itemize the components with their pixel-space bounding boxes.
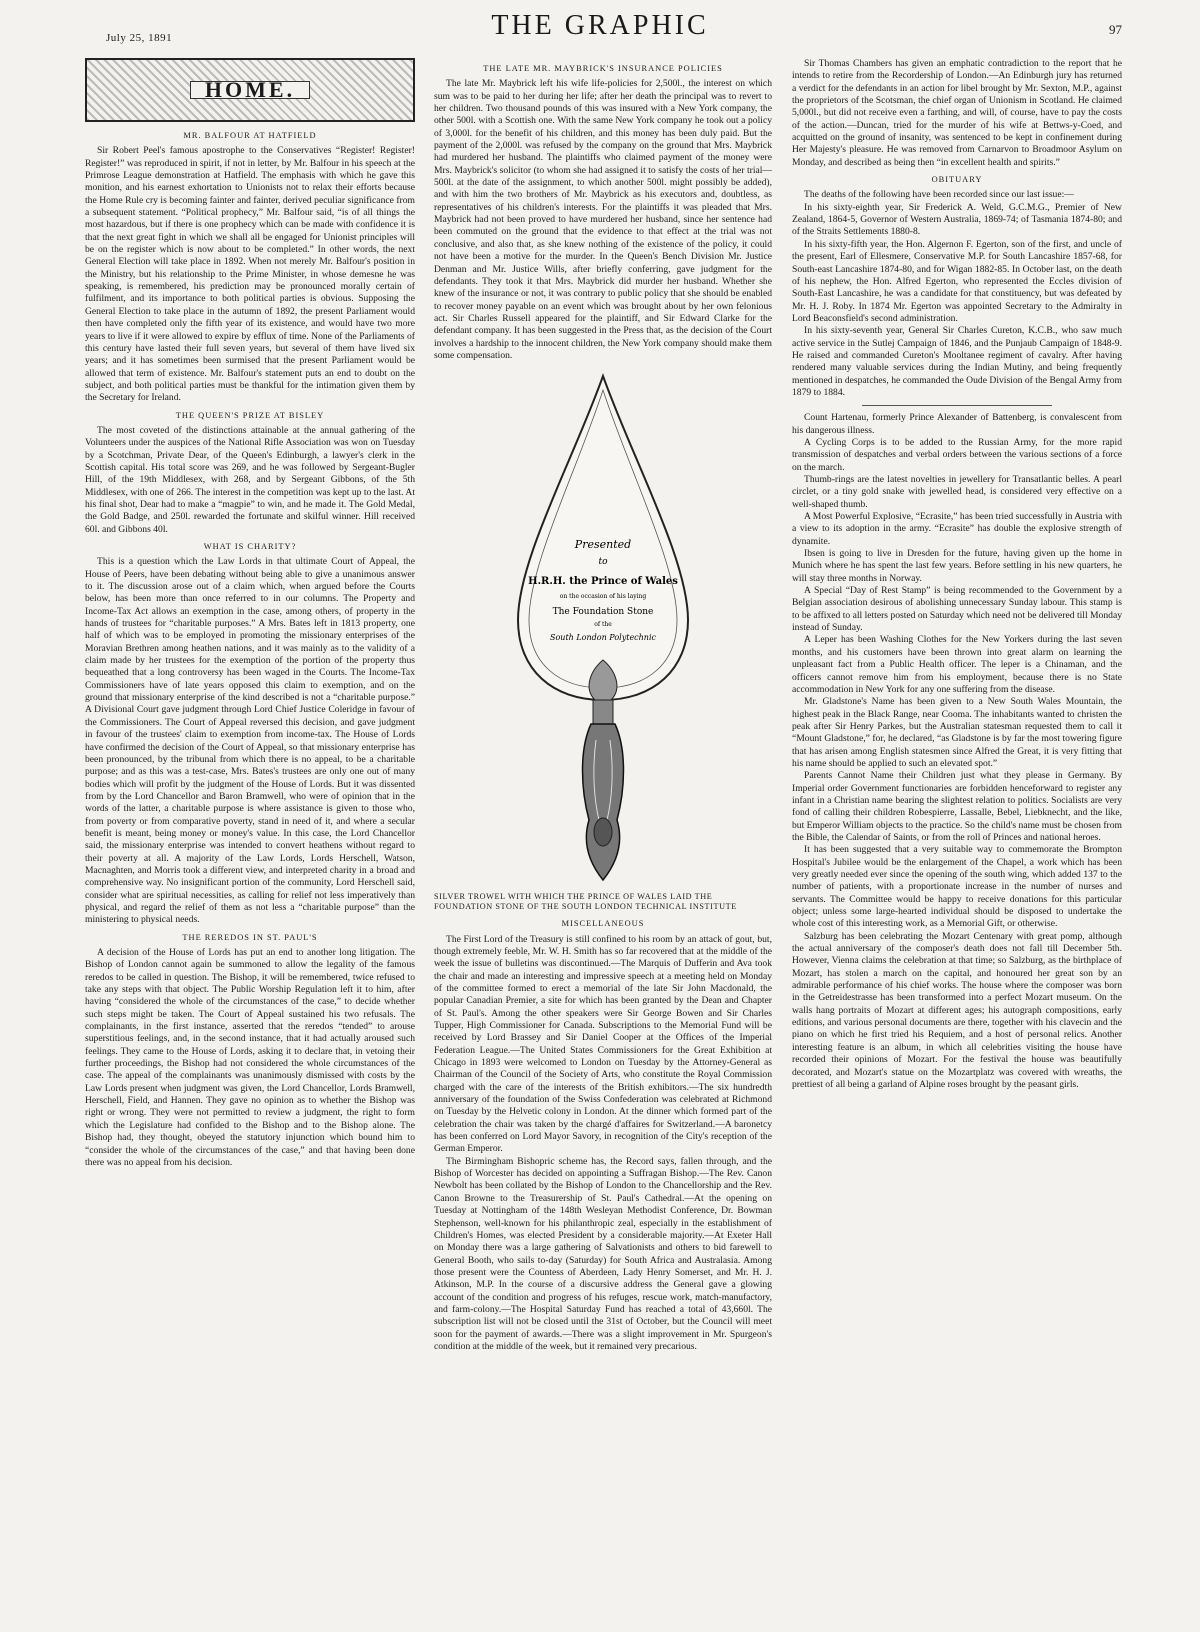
article-paragraph: Sir Robert Peel's famous apostrophe to the Conservatives “Register! Register! Register!” was reproduced in spirit, if not in letter, by Mr. Balfour in his speech at the Primrose League demonstration at Hatfield. The emphasis with which he gave this monition, and his earnest exhortation to Unionists not to relax their efforts because the Home Rule cry is becoming fainter and fainter, derived peculiar significance from a subsequent statement. “Political prophecy,” Mr. Balfour said, “is of all things the most hazardous, but if there is one prophecy which can be made with confidence it is that the next great fight in which we shall all be engaged for Unionist principles will be on the register which is now about to be completed.” In other words, the next General Election will take place in 1892. When not merely Mr. Balfour's position in the Ministry, but his relationship to the Prime Minister, in whose demesne he was speaking, is remembered, his prediction may be pronounced morally certain of fulfilment, and its importance to both political parties is obvious. Supposing the General Election to take place in the autumn of 1892, the present Parliament would then have completed only the fifth year of its existence, and would have two more years to live if it were allowed to expire by efflux of time. None of the Parliaments of this century have lasted their full seven years, but several of them have lived six years; and it has sometimes been surmised that the present Parliament would be allowed that term of existence. Mr. Balfour's statement puts an end to doubt on the subject, and both political parties must be thankful for the intimation given them by the Secretary for Ireland.	[85, 145, 415, 404]
engraving-line: of the	[594, 621, 612, 629]
section-heading-misc: MISCELLANEOUS	[561, 919, 645, 929]
engraving-line: Presented	[574, 538, 632, 552]
engraving-line: to	[598, 557, 608, 568]
trowel-illustration	[434, 370, 772, 890]
news-note: Salzburg has been celebrating the Mozart Centenary with great pomp, although the actual anniversary of the composer's death does not fall till December 5th. However, Vienna claims the celebration at that time; so Salzburg, as the birthplace of Mozart, has stolen a march on the capital, and honoured her great son by an admirable performance of his chief works. The house where the composer was born in the Getreidestrasse has been transformed into a perfect Mozart museum. On the walls hang portraits of Mozart at different ages; his autograph compositions, early editions, and various personal documents are there, together with his clavecin and the piano on which he first tried his Requiem, and a host of personal relics. Another interesting feature is an album, in which all celebrities visiting the house have recorded their opinions of Mozart. For the festival the house was beautifully decorated, and Mozart's statue on the Mozartplatz was covered with wreaths, the prettiest of all being a garland of Alpine roses brought by the peasant girls.	[792, 930, 1122, 1090]
article-paragraph: The Birmingham Bishopric scheme has, the Record says, fallen through, and the Bishop of Worcester has decided on appointing a Suffragan Bishop.—The Rev. Canon Newbolt has been collated by the Bishop of London to the Chancellorship and the Rev. Canon Browne to the Treasurership of St. Paul's Cathedral.—At the opening on Tuesday at Nottingham of the 148th Wesleyan Methodist Conference, Dr. Bowman Stephenson, well-known for his philanthropic zeal, especially in the establishment of Children's Homes, was elected President by a considerable majority.—At Exeter Hall on Monday there was a large gathering of Salvationists and others to bid farewell to General Booth, who sails to-day (Saturday) for South Africa and Australasia. Among those present were the Countess of Aberdeen, Lady Henry Somerset, and Mr. H. J. Atkinson, M.P. In the course of a discursive address the General gave a glowing account of the condition and progress of his refuges, rescue work, match-manufactory, and farm-colony.—The Hospital Saturday Fund has reached a total of 43,660l. The subscription list will not be closed until the 31st of October, but the Council will meet soon for the payment of awards.—There was a slight improvement in Mr. Spurgeon's condition at the middle of the week, but it remained very precarious.	[434, 1155, 772, 1352]
section-heading-obituary: OBITUARY	[931, 175, 983, 185]
article-paragraph: The late Mr. Maybrick left his wife life-policies for 2,500l., the interest on which sum was to be paid to her during her life; after her death the principal was to revert to her children. Two thousand pounds of this was insured with a New York company, the other 500l. with a Scottish one. With the same New York company he took out a policy of 3,000l. for the benefit of his children, and this money has been duly paid. But the payment of the 2,000l. was refused by the company on the ground that Mrs. Maybrick had murdered her husband. The plaintiffs who claimed payment of the money were Mrs. Maybrick's solicitor (to whom she had assigned it to satisfy the costs of her trial—500l. at the date of the assignment, to which another 500l. might possibly be added), and with him the two brothers of Mr. Maybrick as his executors and, doubtless, as representatives of his children's interests. For the plaintiffs it was pleaded that Mrs. Maybrick had not been proved to have murdered her husband, since her sentence had been commuted on the ground that the evidence to that effect at the trial was not conclusive, and also that, as she knew nothing of the existence of the policy, it could not have been a motive for the murder. In the Queen's Bench Division Mr. Justice Denman and Mr. Justice Wills, after briefly conferring, gave judgment for the defendants. They took it that Mrs. Maybrick did murder her husband. Whether she knew of the insurance or not, it was contrary to public policy that she should be enabled to recover money payable on an event which was brought about by her own felonious act. Sir Charles Russell appeared for the plaintiff, and Sir Edward Clarke for the defendant company. It has been suggested in the Press that, as the decision of the Court involves a hardship to the innocent children, the New York company should make them some compensation.	[434, 78, 772, 361]
news-note: It has been suggested that a very suitable way to commemorate the Brompton Hospital's Jubilee would be the enlargement of the Chapel, a work which has been very greatly needed ever since the opening of the south wing, which added 137 to the number of patients, with a proportionate increase in the number of nurses and servants. The Committee would be happy to receive donations for this particular object; unless some large-hearted individual should be disposed to undertake the whole cost of this interesting work, as a Memorial Gift, or otherwise.	[792, 844, 1122, 930]
news-note: Mr. Gladstone's Name has been given to a New South Wales Mountain, the highest peak in the Black Range, near Cooma. The inhabitants wanted to christen the peak after Sir Henry Parkes, but the Australian statesman requested them to call it “Mount Gladstone,” for, he declared, “as Gladstone is by far the most towering figure that has arisen among English statesmen since Alfred the Great, it is very fitting that his name should be applied to such an elevated spot.”	[792, 696, 1122, 769]
trowel-drawing	[483, 370, 723, 890]
article-paragraph: A decision of the House of Lords has put an end to another long litigation. The Bishop of London cannot again be summoned to allow the legality of the famous reredos to be called in question. The Bishop, it will be remembered, twice refused to take any steps with that object. The Public Worship Regulation left it to him, after having “considered the whole of the circumstances of the case,” to decide whether such steps might be taken. The Court of Appeal sustained his two refusals. The complainants, in the first instance, asserted that the reredos “tended” to arouse superstitious feelings, and, in the second instance, that it had actually aroused such feelings. They came to the House of Lords, asking it to declare that, in vetoing their further proceedings, the Bishop had not considered the whole circumstances of the case. The appeal of the complainants was unanimously dismissed with costs by the Law Lords present when judgment was given, the Lord Chancellor, Lords Bramwell, Herschell, Field, and Hannen. They gave no opinion as to whether the Bishop was right or wrong. They were not permitted to review a judgment, the right to form which the Legislature had confided to the Bishop and to the Bishop alone. The Bishop had, they thought, obeyed the statutory injunction which bound him to “consider the whole of the circumstances of the case,” and that having been done there was no appeal from his decision.	[85, 947, 415, 1168]
article-paragraph: Sir Thomas Chambers has given an emphatic contradiction to the report that he intends to retire from the Recordership of London.—An Edinburgh jury has returned a verdict for the defendants in an action for libel brought by Mr. Sexton, M.P., against the proprietors of the Scotsman, the chief organ of Unionism in Scotland. He claimed 5,000l., but did not receive even a farthing, and will, of course, have to pay the costs of the action.—Duncan, tried for the murder of his wife at Bettws-y-Coed, and acquitted on the ground of insanity, was sentenced to be kept in confinement during Her Majesty's pleasure. He was removed from Carnarvon to Broadmoor Asylum on Monday, and described as being then “in excellent health and spirits.”	[792, 58, 1122, 168]
home-banner-label: HOME.	[190, 81, 310, 99]
section-heading-reredos: THE REREDOS IN ST. PAUL'S	[182, 932, 318, 942]
section-heading-bisley: THE QUEEN'S PRIZE AT BISLEY	[175, 410, 325, 420]
masthead-title: THE GRAPHIC	[491, 10, 709, 41]
article-paragraph: The First Lord of the Treasury is still confined to his room by an attack of gout, but, though extremely feeble, Mr. W. H. Smith has so far recovered that at the middle of the week the issue of bulletins was discontinued.—The Marquis of Dufferin and Ava took the chair and made an interesting and impressive speech at a meeting held on Monday of the committee formed to erect a memorial of the late Sir John Macdonald, the popular Canadian Premier, a site for which has been granted by the Dean and Chapter of St. Paul's. Among the other speakers were Sir George Bowen and Sir Charles Tupper, High Commissioner for Canada. Subscriptions to the Memorial Fund will be received by Lord Brassey and Sir Daniel Cooper at the Offices of the Imperial Federation League.—The United States Commissioners for the Great Exhibition at Chicago in 1893 were welcomed to London on Tuesday by the Attorney-General as Chairman of the Council of the Society of Arts, who constitute the Royal Commission charged with the care of the interests of the British exhibitors.—The six hundredth anniversary of the foundation of the Swiss Confederation was celebrated at Richmond on Tuesday by the Helvetic colony in London. At the dinner which formed part of the celebration the chair was taken by the chargé d'affaires for Switzerland.—A baronetcy has been conferred on Lord Mayor Savory, in recognition of the City's reception of the German Emperor.	[434, 933, 772, 1155]
engraving-line: South London Polytechnic	[550, 633, 656, 643]
news-note: A Special “Day of Rest Stamp” is being recommended to the Government by a Belgian association desirous of abolishing unnecessary Sunday labour. This stamp is to be affixed to all letters posted on Saturday which need not be delivered till Monday instead of Sunday.	[792, 585, 1122, 634]
engraving-line: on the occasion of his laying	[559, 593, 647, 601]
article-paragraph: The deaths of the following have been recorded since our last issue:—	[804, 189, 1074, 201]
engraving-line: The Foundation Stone	[552, 607, 654, 618]
figure-caption: SILVER TROWEL WITH WHICH THE PRINCE OF WALES LAID THE FOUNDATION STONE OF THE SOUTH LONDON TECHNICAL INSTITUTE	[434, 892, 737, 912]
section-heading-charity: WHAT IS CHARITY?	[203, 542, 297, 551]
news-note: Ibsen is going to live in Dresden for the future, having given up the home in Munich where he has spent the last few years. Before settling in his new quarters, he will stay three months in Norway.	[792, 548, 1122, 584]
news-note: A Most Powerful Explosive, “Ecrasite,” has been tried successfully in Austria with a view to its adoption in the army. “Ecrasite” has double the explosive strength of dynamite.	[792, 511, 1122, 547]
article-paragraph: In his sixty-fifth year, the Hon. Algernon F. Egerton, son of the first, and uncle of the present, Earl of Ellesmere, Conservative M.P. for South Lancashire 1857-68, for South-east Lancashire 1874-80, and for Wigan 1882-85. In October last, on the death of his nephew, the Hon. Alfred Egerton, who represented the Eccles division of South-East Lancashire, he was a candidate for that constituency, but was defeated by Mr. H. J. Roby. In 1874 Mr. Egerton was appointed Secretary to the Admiralty in Lord Beaconsfield's second administration.	[792, 238, 1122, 324]
news-note: Thumb-rings are the latest novelties in jewellery for Transatlantic belles. A pearl circlet, or a tiny gold snake with jewelled head, is considered very effective on a well-shaped thumb.	[792, 474, 1122, 510]
article-paragraph: In his sixty-seventh year, General Sir Charles Cureton, K.C.B., who saw much active service in the Sutlej Campaign of 1846, and the Punjaub Campaign of 1848-9. He raised and commanded Cureton's Mooltanee regiment of cavalry. After having rendered many valuable services during the Indian Mutiny, and being frequently mentioned in despatches, he commanded the Oude Division of the Bengal Army from 1879 to 1884.	[792, 325, 1122, 398]
section-heading-balfour: MR. BALFOUR AT HATFIELD	[183, 131, 317, 140]
engraving-line: H.R.H. the Prince of Wales	[528, 576, 678, 588]
column-right	[792, 58, 1122, 1091]
news-note: Parents Cannot Name their Children just what they please in Germany. By Imperial order Government functionaries are forbidden henceforward to register any infant in a Christian name bearing the slightest relation to politics. Socialists are very fond of calling their children Robespierre, Lassalle, Bebel, Liebknecht, and the like, but Emperor William objects to the practice. So the child's name must be chosen from the Bible, the Calendar of Saints, or from the roll of Princes and national heroes.	[792, 770, 1122, 843]
page-number: 97	[1109, 22, 1122, 37]
column-left	[85, 58, 415, 1169]
article-paragraph: The most coveted of the distinctions attainable at the annual gathering of the Volunteers under the auspices of the National Rifle Association was won on Tuesday by a Scotchman, Private Dear, of the Queen's Edinburgh, a lawyer's clerk in the Scottish capital. His total score was 269, and he was followed by Sergeant-Bugler Hill, of the 19th Middlesex, with 268, and by Sergeant Gibbons, of the 5th Middlesex, with one of 266. The interest in the competition was kept up to the last. At his final shot, Dear had to make a “magpie” to win, and he made it. The Gold Medal, the Gold Badge, and 250l. rewarded the fortunate and skilful winner. Hill received 60l. and Gibbons 40l.	[85, 424, 415, 535]
article-paragraph: In his sixty-eighth year, Sir Frederick A. Weld, G.C.M.G., Premier of New Zealand, 1864-5, Governor of Western Australia, 1869-74; of Tasmania 1874-80; and of the Straits Settlements 1880-8.	[792, 201, 1122, 238]
article-paragraph: This is a question which the Law Lords in that ultimate Court of Appeal, the House of Peers, have been debating without being able to give a unanimous answer to it. The discussion arose out of a claim which, when argued before the Courts below, has been more than once referred to in our columns. The Property and Income-Tax Act allows an exemption in the case, among others, of property in the hands of trustees for “charitable purposes.” A Mrs. Bates left in 1813 property, one half of which was to be employed in promoting the missionary enterprises of the Moravian Brethren among heathen nations, and it was mainly as to the validity of a claim made by her trustees for the exemption of the portion of the property thus bequeathed that a long controversy has been waged in the Courts. The Income-Tax Commissioners have of late years opposed this claim to exemption, and on the ground that missionary enterprise of the kind described is not a “charitable purpose.” A Divisional Court gave judgment through Lord Chief Justice Coleridge in favour of the Commissioners. The Court of Appeal reversed this decision, and gave judgment in favour of the trustees' claim to exemption from income-tax. The House of Lords have confirmed the decision of the Court of Appeal, so that missionary enterprise has been pronounced, by the tribunal from which there is no appeal, to be a charitable purpose; and as this was a test-case, Mrs. Bates's trustees are only one out of many bodies which will profit by the judgment of the House of Lords. But it was dissented from by the Lord Chancellor and Baron Bramwell, who were of opinion that in the words of the latter, a charitable purpose is where assistance is given to those who, from poverty or from comparative poverty, stand in need of it, and where a secular benefit is meant, being money or money's value. In this case, the Lord Chancellor said, the missionary enterprise was intended to convert heathens without regard to their poverty at all. A majority of the Law Lords, Lords Herschell, Watson, Macnaghten, and Morris took a different view, and interpreted charity in a broad and comprehensive way. No insignificant portion of the community, Lord Herschell said, consider what are spiritual necessities, as calling for relief not less imperatively than physical, and regard the relief of them as not less a “charitable purpose” than the ministering to physical needs.	[85, 556, 415, 926]
section-heading-maybrick: THE LATE MR. MAYBRICK'S INSURANCE POLICIES	[483, 64, 723, 73]
news-note: A Leper has been Washing Clothes for the New Yorkers during the last seven months, and his customers have been thrown into great alarm on learning the unpleasant fact from a Public Health officer. The leper is a Chinaman, and the officers cannot remove him from his employment, because there is no State accommodation in New York for any one suffering from the disease.	[792, 634, 1122, 695]
home-banner	[85, 58, 415, 122]
section-divider	[862, 405, 1052, 406]
issue-date: July 25, 1891	[106, 32, 173, 44]
column-middle	[434, 58, 772, 1353]
news-note: Count Hartenau, formerly Prince Alexander of Battenberg, is convalescent from his dangerous illness.	[792, 412, 1122, 436]
news-note: A Cycling Corps is to be added to the Russian Army, for the more rapid transmission of despatches and verbal orders between the various sections of a force on the march.	[792, 436, 1122, 473]
